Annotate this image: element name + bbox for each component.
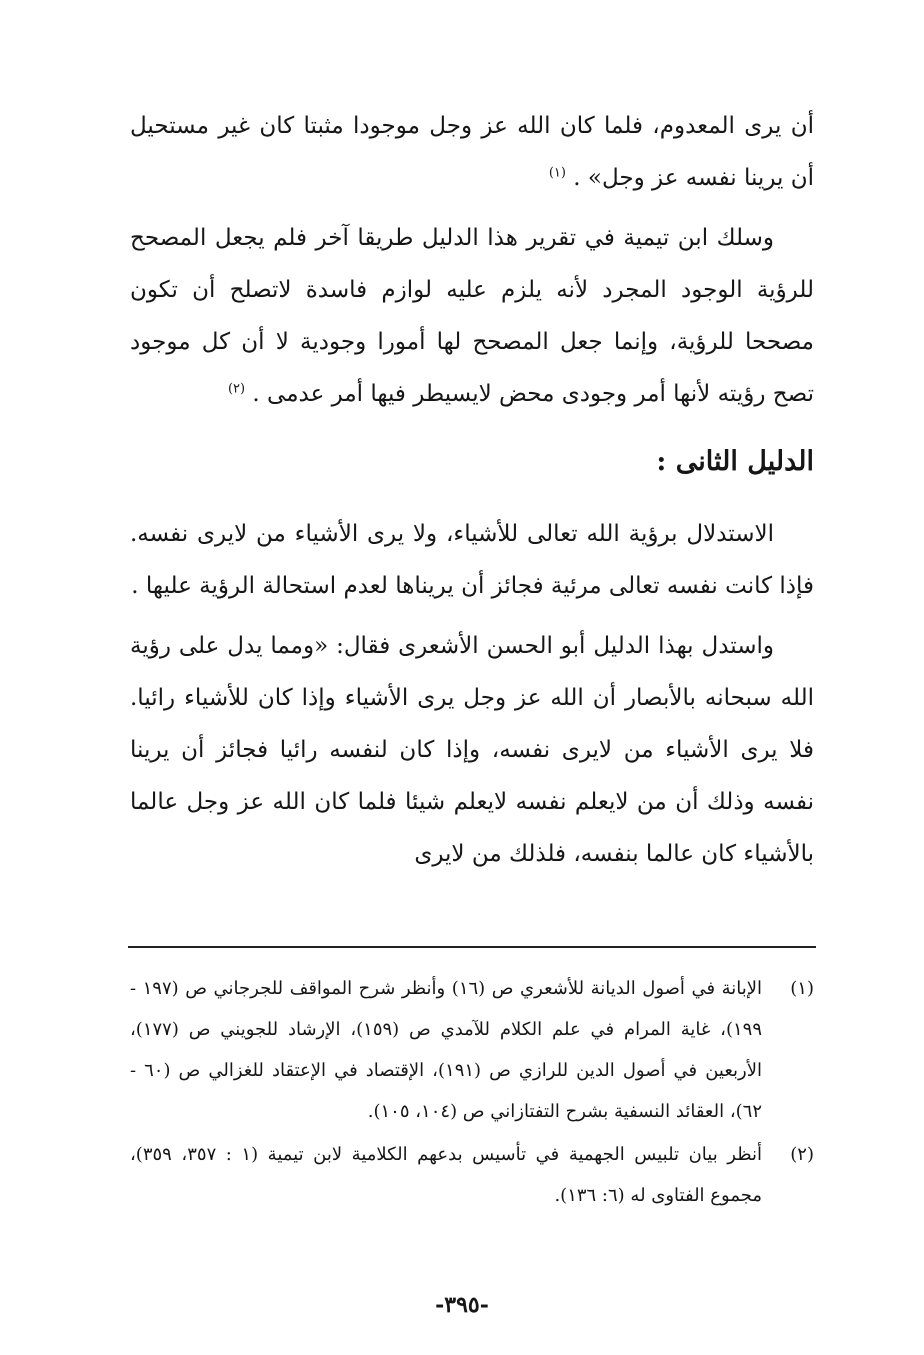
paragraph-second-proof: الاستدلال برؤية الله تعالى للأشياء، ولا يرى الأشياء من لايرى نفسه. فإذا كانت نفسه تعالى مرئية فجائز أن يريناها لعدم استحالة الرؤية عليها . <box>130 521 814 599</box>
footnote-text: أنظر بيان تلبيس الجهمية في تأسيس بدعهم الكلامية لابن تيمية (١ : ٣٥٧، ٣٥٩)، مجموع الفتاوى له (٦: ١٣٦). <box>130 1144 762 1206</box>
footnote-number: (٢) <box>790 1144 814 1165</box>
paragraph-text: أن يرى المعدوم، فلما كان الله عز وجل موجودا مثبتا كان غير مستحيل أن يرينا نفسه عز وجل» . <box>130 113 814 191</box>
footnote-divider <box>128 946 816 948</box>
page-number: -٣٩٥- <box>435 1292 489 1318</box>
paragraph-ibn-taymiyya <box>130 212 814 420</box>
main-text <box>130 100 814 888</box>
footnote-2 <box>130 1134 814 1216</box>
footnote-text: الإبانة في أصول الديانة للأشعري ص (١٦) وأنظر شرح المواقف للجرجاني ص (١٩٧ - ١٩٩)، غاية المرام في علم الكلام للآمدي ص (١٥٩)، الإرشاد للجويني ص (١٧٧)، الأربعين في أصول الدين للرازي ص (١٩١)، الإقتصاد في الإعتقاد للغزالي ص (٦٠ - ٦٢)، العقائد النسفية بشرح التفتازاني ص (١٠٤، ١٠٥). <box>130 978 763 1122</box>
paragraph-ashari-quote: واستدل بهذا الدليل أبو الحسن الأشعرى فقال: «ومما يدل على رؤية الله سبحانه بالأبصار أن الله عز وجل يرى الأشياء وإذا كان للأشياء رائيا. فلا يرى الأشياء من لايرى نفسه، وإذا كان لنفسه رائيا فجائز أن يرينا نفسه وذلك أن من لايعلم نفسه لايعلم شيئا فلما كان الله عز وجل عالما بالأشياء كان عالما بنفسه، فلذلك من لايرى <box>130 633 814 867</box>
footnote-reference-1[interactable]: (١) <box>548 165 566 181</box>
paragraph-continuation <box>130 100 814 204</box>
footnote-1 <box>130 968 814 1132</box>
footnote-reference-2[interactable]: (٢) <box>227 381 246 397</box>
paragraph-text: وسلك ابن تيمية في تقرير هذا الدليل طريقا آخر فلم يجعل المصحح للرؤية الوجود المجرد لأنه يلزم عليه لوازم فاسدة لاتصلح أن تكون مصححا للرؤية، وإنما جعل المصحح لها أمورا وجودية لا أن كل موجود تصح رؤيته لأنها أمر وجودى محض لايسيطر فيها أمر عدمى . <box>130 225 814 407</box>
footnotes-section <box>130 968 814 1218</box>
footnote-number: (١) <box>790 978 814 999</box>
section-heading: الدليل الثانى : <box>656 446 814 477</box>
